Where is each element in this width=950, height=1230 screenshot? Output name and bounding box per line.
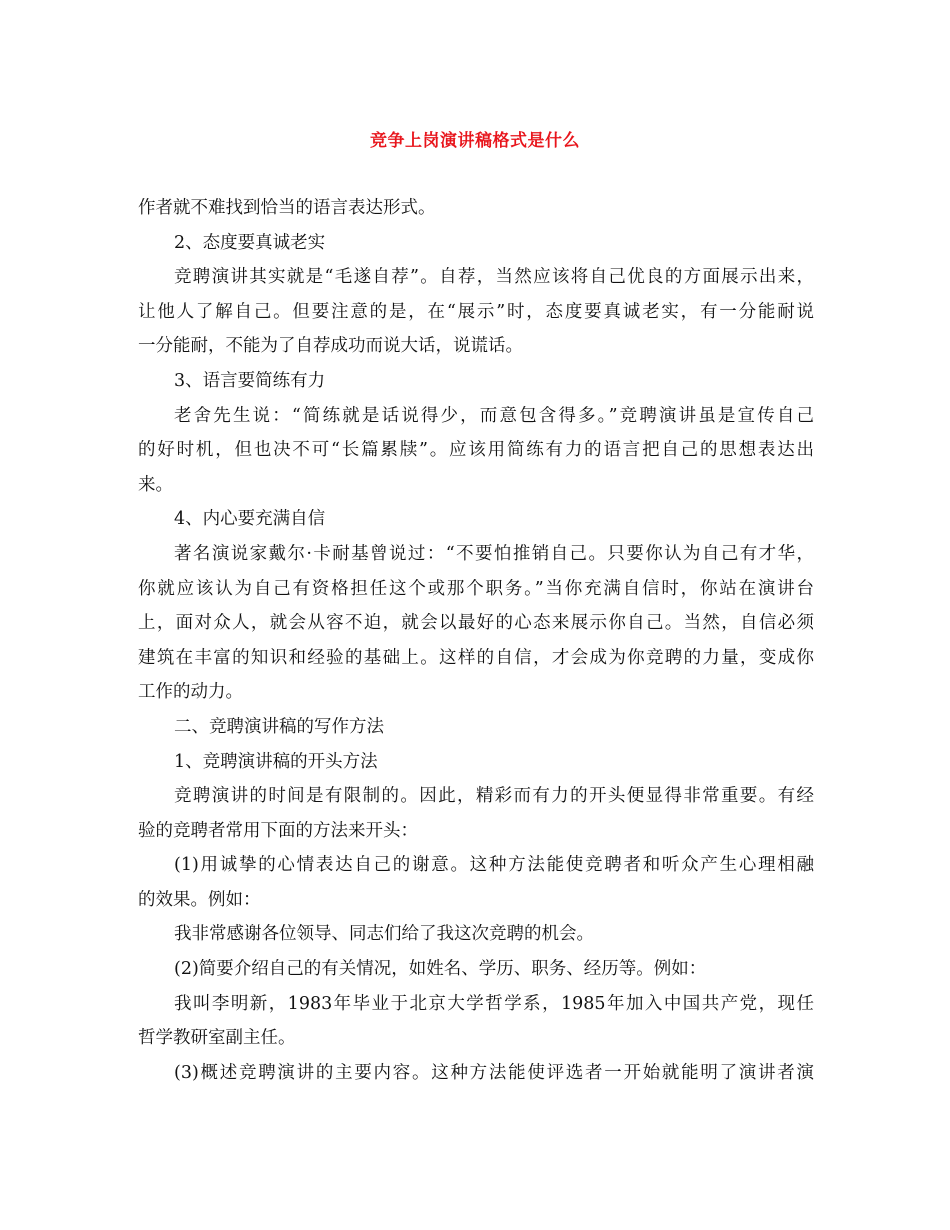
text-line: 验的竞聘者常用下面的方法来开头： (138, 820, 418, 841)
text-line: 竞聘演讲其实就是“毛遂自荐”。自荐，当然应该将自己优良的方面展示出来， (174, 267, 814, 288)
text-line: 老舍先生说：“简练就是话说得少，而意包含得多。”竞聘演讲虽是宣传自己 (174, 405, 814, 426)
text-line: 上，面对众人，就会从容不迫，就会以最好的心态来展示你自己。当然，自信必须 (138, 613, 814, 634)
text-line: (3)概述竞聘演讲的主要内容。这种方法能使评选者一开始就能明了演讲者演 (174, 1062, 814, 1083)
section-heading: 4、内心要充满自信 (174, 509, 326, 530)
text-line: 竞聘演讲的时间是有限制的。因此，精彩而有力的开头便显得非常重要。有经 (174, 786, 814, 807)
text-line: 让他人了解自己。但要注意的是，在“展示”时，态度要真诚老实，有一分能耐说 (138, 301, 814, 322)
text-line: 建筑在丰富的知识和经验的基础上。这样的自信，才会成为你竞聘的力量，变成你 (138, 647, 814, 668)
section-heading: 3、语言要简练有力 (174, 370, 326, 391)
section-heading: 1、竞聘演讲稿的开头方法 (174, 751, 378, 772)
text-line: 的好时机，但也决不可“长篇累牍”。应该用简练有力的语言把自己的思想表达出 (138, 440, 814, 461)
text-line: 我叫李明新，1983年毕业于北京大学哲学系，1985年加入中国共产党，现任 (174, 993, 814, 1014)
document-title: 竞争上岗演讲稿格式是什么 (370, 131, 580, 151)
text-line: 你就应该认为自己有资格担任这个或那个职务。”当你充满自信时，你站在演讲台 (138, 578, 814, 599)
text-line: (2)简要介绍自己的有关情况，如姓名、学历、职务、经历等。例如： (174, 959, 707, 980)
section-heading: 二、竞聘演讲稿的写作方法 (174, 716, 384, 737)
text-line: 作者就不难找到恰当的语言表达形式。 (138, 198, 436, 218)
text-line: 我非常感谢各位领导、同志们给了我这次竞聘的机会。 (174, 924, 594, 945)
text-line: 来。 (138, 474, 173, 495)
text-line: 一分能耐，不能为了自荐成功而说大话，说谎话。 (138, 336, 523, 357)
text-line: 哲学教研室副主任。 (138, 1028, 296, 1049)
text-line: (1)用诚挚的心情表达自己的谢意。这种方法能使竞聘者和听众产生心理相融 (174, 855, 814, 876)
text-line: 的效果。例如： (138, 889, 261, 910)
text-line: 著名演说家戴尔·卡耐基曾说过：“不要怕推销自己。只要你认为自己有才华， (174, 543, 814, 564)
document-body (138, 191, 814, 1090)
text-line: 工作的动力。 (138, 682, 243, 703)
section-heading: 2、态度要真诚老实 (174, 232, 326, 253)
